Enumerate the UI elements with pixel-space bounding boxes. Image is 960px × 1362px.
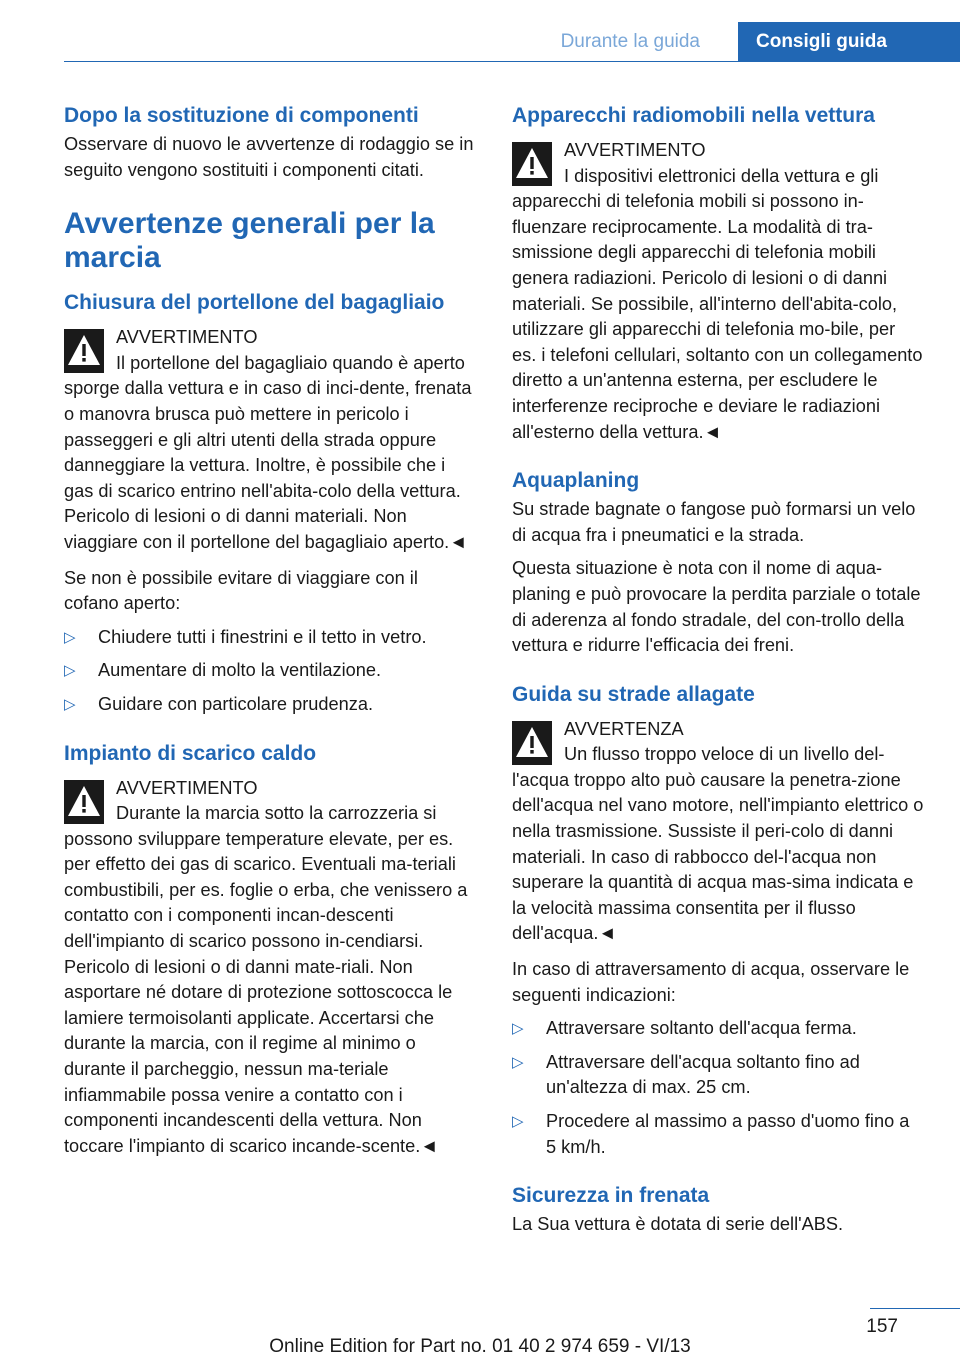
warning-triangle-icon [64,780,104,824]
warning-triangle-icon [64,329,104,373]
warning-block [64,325,476,555]
bullet-arrow-icon: ▷ [512,1113,524,1130]
warning-block [512,138,924,445]
header-chapter-tab: Consigli guida [738,22,960,62]
list-item: ▷ Chiudere tutti i finestrini e il tetto in vetro. [64,625,476,651]
list-item: ▷ Procedere al massimo a passo d'uomo fino a 5 km/h. [512,1111,910,1157]
warning-keyword: AVVERTIMENTO [564,140,706,160]
bullet-arrow-icon: ▷ [512,1053,524,1071]
bullet-arrow-icon: ▷ [64,695,76,713]
header-rule [64,61,960,62]
edition-note: Online Edition for Part no. 01 40 2 974 659 - VI/13 [269,1336,691,1357]
bullet-arrow-icon: ▷ [64,662,76,680]
paragraph: Osservare di nuovo le avvertenze di rodaggio se in seguito vengono sostituiti i componenti citati. [64,134,474,180]
list-item: ▷ Attraversare dell'acqua soltanto fino ad un'altezza di max. 25 cm. [512,1051,860,1098]
paragraph: Questa situazione è nota con il nome di aqua-planing e può provocare la perdita parziale o totale di aderenza al fondo stradale, del con-trollo della vettura e ridurre l'efficacia dei freni. [512,558,921,656]
warning-triangle-icon [512,721,552,765]
heading-braking-safety: Sicurezza in frenata [512,1184,710,1208]
left-column [64,102,476,1169]
page-number: 157 [866,1316,898,1337]
heading-aquaplaning: Aquaplaning [512,469,640,493]
page-header [0,0,960,62]
paragraph: La Sua vettura è dotata di serie dell'ABS. [512,1214,844,1235]
warning-text: Durante la marcia sotto la carrozzeria si possono sviluppare temperature elevate, per es. per effetto dei gas di scarico. Eventuali ma-teriali combustibili, per es. foglie o erba, che venissero a contatto con i componenti incan-descenti dell'impianto di scarico possono in-cendiarsi. Pericolo di lesioni o di danni mate-riali. Non asportare né dotare di protezione sottoscocca le lamiere termoisolanti applicate. Accertarsi che durante la marcia, con il regime al minimo o durante il parcheggio, nessun ma-teriale infiammabile possa venire a contatto con i componenti incandescenti della vettura. Non toccare l'impianto di scarico incande-scente.◄ [64,803,468,1156]
heading-general-driving-notes: Avvertenze generali per la marcia [64,207,435,275]
list-item: ▷ Guidare con particolare prudenza. [64,692,476,718]
paragraph: Se non è possibile evitare di viaggiare con il cofano aperto: [64,567,418,614]
heading-hot-exhaust: Impianto di scarico caldo [64,741,317,765]
warning-keyword: AVVERTIMENTO [116,327,258,348]
heading-tailgate: Chiusura del portellone del bagagliaio [64,291,445,315]
page-footer [0,1300,960,1362]
warning-block [512,717,924,947]
paragraph: Su strade bagnate o fangose può formarsi un velo di acqua fra i pneumatici e la strada. [512,499,916,545]
bullet-arrow-icon: ▷ [512,1020,524,1038]
heading-component-replacement: Dopo la sostituzione di componenti [64,104,419,127]
footer-rule [870,1308,960,1309]
warning-keyword: AVVERTIMENTO [116,777,258,798]
warning-text: Un flusso troppo veloce di un livello del-l'acqua troppo alto può causare la penetra-zione dell'acqua nel vano motore, nell'impianto elettrico o nella trasmissione. Sussiste il peri-colo di danni materiali. In caso di rabbocco del-l'acqua non superare la quantità di acqua mas-sima indicata e la velocità massima consentita per il flusso dell'acqua.◄ [512,744,924,944]
heading-mobile-devices: Apparecchi radiomobili nella vettura [512,104,875,127]
warning-text: I dispositivi elettronici della vettura e gli apparecchi di telefonia mobili si possono in-fluenzare reciprocamente. La modalità di tra-smissione degli apparecchi di telefonia mobili genera radiazioni. Pericolo di lesioni o di danni materiali. Se possibile, all'interno dell'abita-colo, utilizzare gli apparecchi di telefonia mo-bile, per es. i telefoni cellulari, soltanto con un collegamento diretto a un'antenna esterna, per escludere le interferenze reciproche e deviare le radiazioni all'esterno della vettura.◄ [512,165,923,442]
list-item: ▷ Attraversare soltanto dell'acqua ferma. [512,1016,924,1042]
bullet-list [512,1016,924,1160]
header-section-label: Durante la guida [560,31,700,52]
bullet-list [64,625,476,718]
warning-text: Il portellone del bagagliaio quando è aperto sporge dalla vettura e in caso di inci-dente, frenata o manovra brusca può mettere in pericolo i passeggeri e gli altri utenti della strada oppure danneggiare la vettura. Inoltre, è possibile che i gas di scarico entrino nell'abita-colo della vettura. Pericolo di lesioni o di danni materiali. Non viaggiare con il portellone del bagagliaio aperto.◄ [64,352,472,552]
paragraph: In caso di attraversamento di acqua, osservare le seguenti indicazioni: [512,959,910,1005]
warning-triangle-icon [512,142,552,186]
warning-keyword: AVVERTENZA [564,718,684,739]
bullet-arrow-icon: ▷ [64,628,76,646]
heading-flooded-roads: Guida su strade allagate [512,682,755,706]
right-column [512,102,924,1246]
list-item: ▷ Aumentare di molto la ventilazione. [64,658,476,684]
warning-block [64,776,476,1160]
